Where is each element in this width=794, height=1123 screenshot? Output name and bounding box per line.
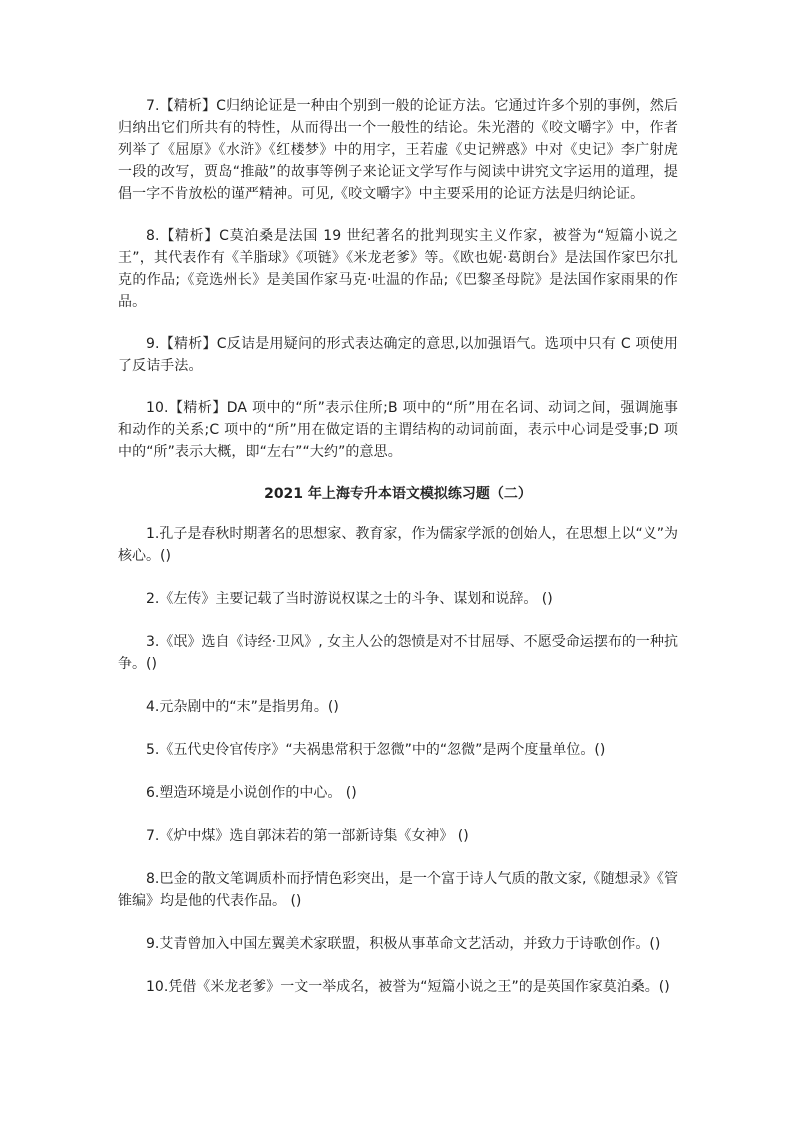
question-3: 3.《氓》选自《诗经·卫风》, 女主人公的怨愤是对不甘屈辱、不愿受命运摆布的一种抗争。(): [118, 634, 678, 672]
answer-9: 9.【精析】C反诘是用疑问的形式表达确定的意思,以加强语气。选项中只有 C 项使用了反诘手法。: [118, 336, 678, 374]
question-1: 1.孔子是春秋时期著名的思想家、教育家，作为儒家学派的创始人，在思想上以“义”为核心。(): [118, 526, 678, 564]
question-2: 2.《左传》主要记载了当时游说权谋之士的斗争、谋划和说辞。 (): [146, 591, 553, 607]
section-title: 2021 年上海专升本语文模拟练习题（二）: [264, 486, 532, 502]
question-5: 5.《五代史伶官传序》“夫祸患常积于忽微”中的“忽微”是两个度量单位。(): [146, 742, 606, 758]
answer-8: 8.【精析】C莫泊桑是法国 19 世纪著名的批判现实主义作家，被誉为“短篇小说之王”，其代表作有《羊脂球》《项链》《米龙老爹》等。《欧也妮·葛朗台》是法国作家巴尔扎克的作品;《竞选州长》是美国作家马克·吐温的作品;《巴黎圣母院》是法国作家雨果的作品。: [118, 228, 678, 310]
answer-10: 10.【精析】DA 项中的“所”表示住所;B 项中的“所”用在名词、动词之间，强调施事和动作的关系;C 项中的“所”用在做定语的主谓结构的动词前面，表示中心词是受事;D 项中的“所”表示大概，即“左右”“大约”的意思。: [118, 400, 678, 460]
question-8: 8.巴金的散文笔调质朴而抒情色彩突出，是一个富于诗人气质的散文家,《随想录》《管锥编》均是他的代表作品。 (): [118, 871, 678, 909]
question-9: 9.艾青曾加入中国左翼美术家联盟，积极从事革命文艺活动，并致力于诗歌创作。(): [146, 936, 661, 952]
document-page: [118, 95, 678, 1019]
question-6: 6.塑造环境是小说创作的中心。 (): [146, 785, 357, 801]
answer-7: 7.【精析】C归纳论证是一种由个别到一般的论证方法。它通过许多个别的事例，然后归纳出它们所共有的特性，从而得出一个一般性的结论。朱光潜的《咬文嚼字》中，作者列举了《屈原》《水浒》《红楼梦》中的用字，王若虚《史记辨惑》中对《史记》李广射虎一段的改写，贾岛“推敲”的故事等例子来论证文学写作与阅读中讲究文字运用的道理，提倡一字不肯放松的谨严精神。可见,《咬文嚼字》中主要采用的论证方法是归纳论证。: [118, 98, 678, 202]
question-4: 4.元杂剧中的“末”是指男角。(): [146, 699, 339, 715]
question-7: 7.《炉中煤》选自郭沫若的第一部新诗集《女神》 (): [146, 828, 469, 844]
question-10: 10.凭借《米龙老爹》一文一举成名，被誉为“短篇小说之王”的是英国作家莫泊桑。(): [146, 979, 670, 995]
